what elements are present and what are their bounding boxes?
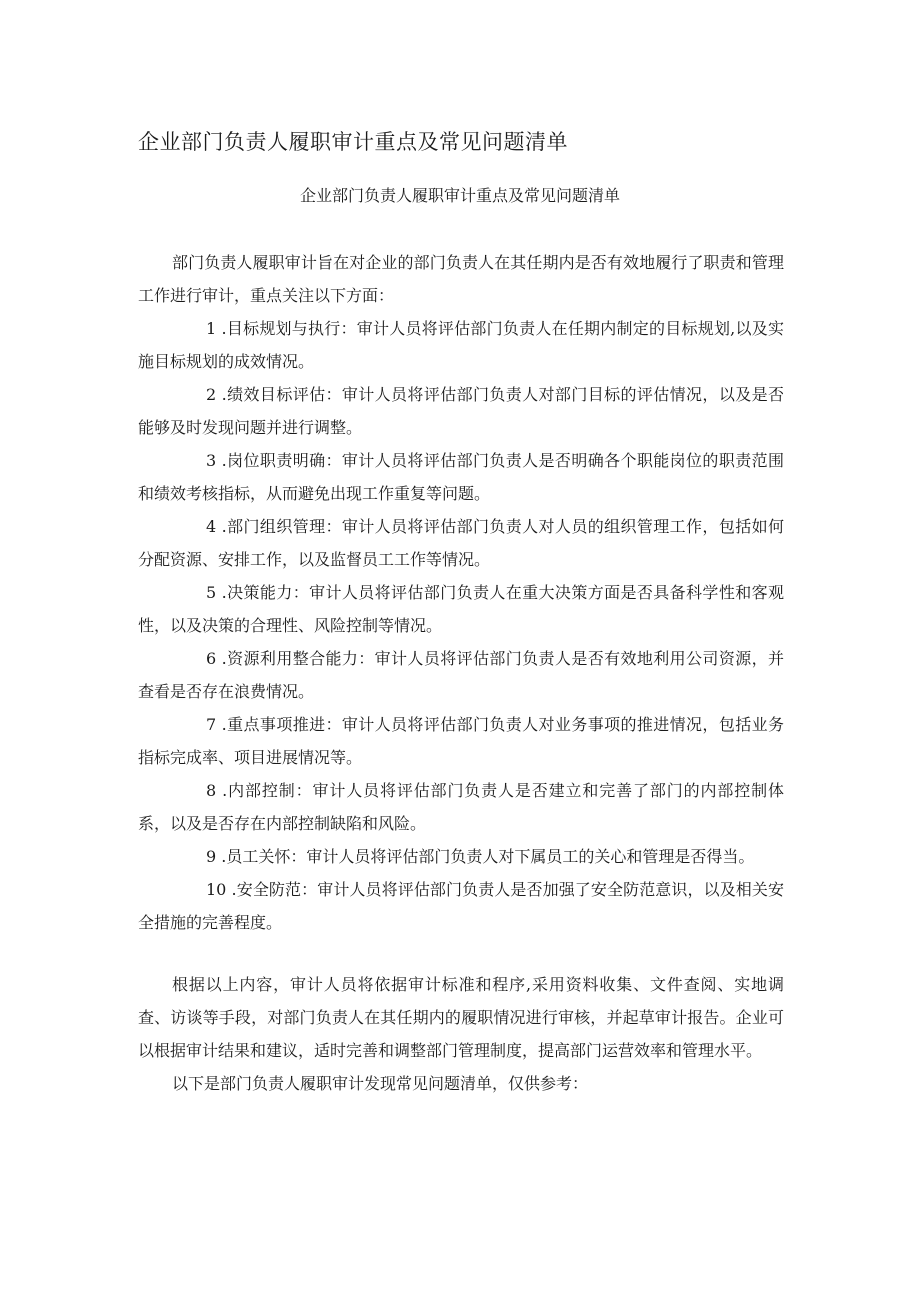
item-text: .绩效目标评估：审计人员将评估部门负责人对部门目标的评估情况，以及是否能够及时发现问题并进行调整。: [138, 385, 784, 437]
list-item: [138, 873, 784, 939]
list-item: [138, 642, 784, 708]
item-number: 7: [206, 715, 217, 734]
intro-paragraph: 部门负责人履职审计旨在对企业的部门负责人在其任期内是否有效地履行了职责和管理工作进行审计，重点关注以下方面：: [138, 253, 784, 305]
list-item: [138, 510, 784, 576]
document-title: 企业部门负责人履职审计重点及常见问题清单: [138, 130, 568, 154]
item-number: 2: [206, 385, 217, 404]
list-item: [138, 378, 784, 444]
item-number: 1: [206, 319, 217, 338]
item-number: 3: [206, 451, 217, 470]
item-text: .目标规划与执行：审计人员将评估部门负责人在任期内制定的目标规划,以及实施目标规划的成效情况。: [138, 319, 784, 371]
list-item: [138, 774, 784, 840]
list-item: [138, 576, 784, 642]
item-number: 6: [206, 649, 217, 668]
item-text: .重点事项推进：审计人员将评估部门负责人对业务事项的推进情况，包括业务指标完成率、项目进展情况等。: [138, 715, 784, 767]
item-text: .岗位职责明确：审计人员将评估部门负责人是否明确各个职能岗位的职责范围和绩效考核指标，从而避免出现工作重复等问题。: [138, 451, 784, 503]
audit-focus-list: [138, 312, 784, 939]
list-item: [138, 840, 784, 873]
item-number: 10: [206, 880, 227, 899]
item-number: 4: [206, 517, 217, 536]
closing-paragraph: 以下是部门负责人履职审计发现常见问题清单，仅供参考：: [172, 1074, 589, 1093]
item-text: .员工关怀：审计人员将评估部门负责人对下属员工的关心和管理是否得当。: [221, 847, 755, 866]
list-item: [138, 312, 784, 378]
item-number: 8: [206, 781, 217, 800]
summary-section: [138, 968, 784, 1100]
list-item: [138, 708, 784, 774]
item-text: .部门组织管理：审计人员将评估部门负责人对人员的组织管理工作，包括如何分配资源、安排工作，以及监督员工工作等情况。: [138, 517, 784, 569]
item-text: .安全防范：审计人员将评估部门负责人是否加强了安全防范意识，以及相关安全措施的完善程度。: [138, 880, 784, 932]
audit-focus-section: [138, 246, 784, 939]
list-item: [138, 444, 784, 510]
conclusion-paragraph: 根据以上内容，审计人员将依据审计标准和程序,采用资料收集、文件查阅、实地调查、访谈等手段，对部门负责人在其任期内的履职情况进行审核，并起草审计报告。企业可以根据审计结果和建议，适时完善和调整部门管理制度，提高部门运营效率和管理水平。: [138, 975, 784, 1060]
item-number: 5: [206, 583, 217, 602]
item-text: .内部控制：审计人员将评估部门负责人是否建立和完善了部门的内部控制体系，以及是否存在内部控制缺陷和风险。: [138, 781, 784, 833]
item-number: 9: [206, 847, 217, 866]
document-subtitle: 企业部门负责人履职审计重点及常见问题清单: [299, 186, 620, 205]
item-text: .资源利用整合能力：审计人员将评估部门负责人是否有效地利用公司资源，并查看是否存在浪费情况。: [138, 649, 784, 701]
item-text: .决策能力：审计人员将评估部门负责人在重大决策方面是否具备科学性和客观性，以及决策的合理性、风险控制等情况。: [138, 583, 784, 635]
